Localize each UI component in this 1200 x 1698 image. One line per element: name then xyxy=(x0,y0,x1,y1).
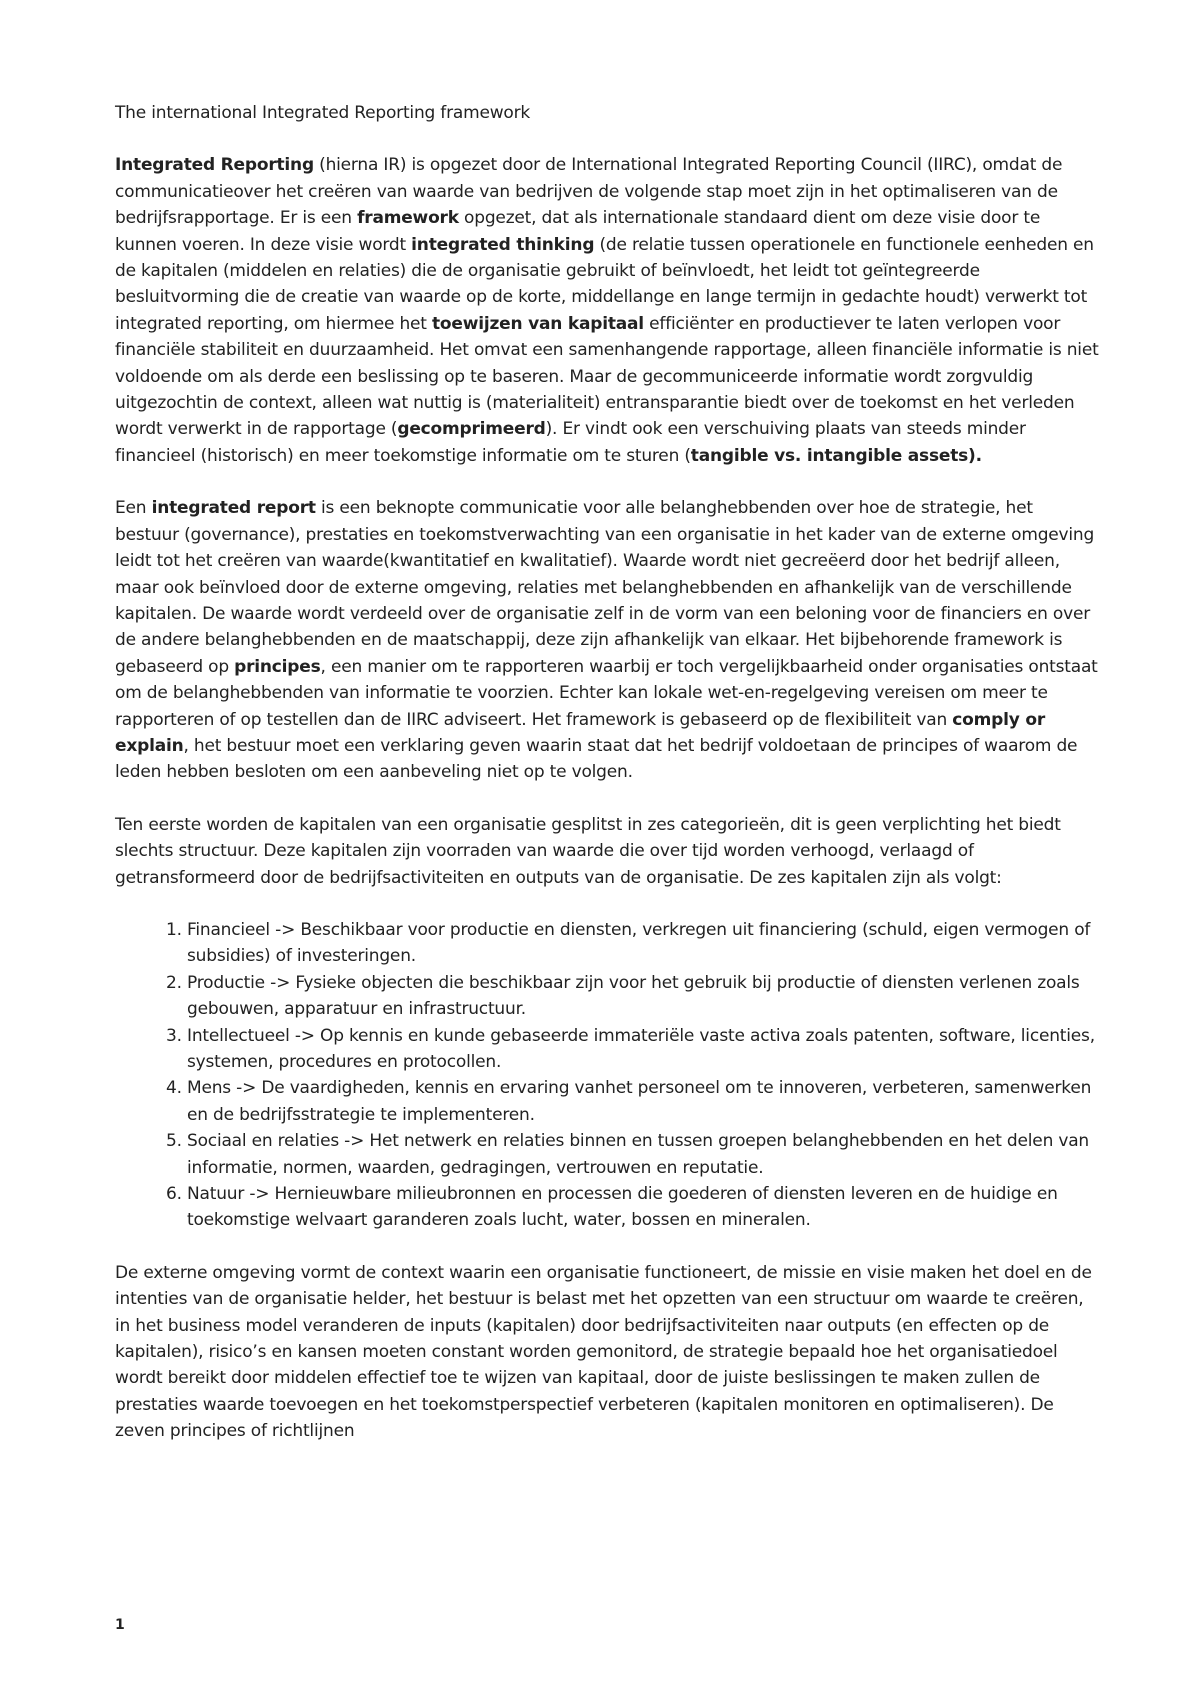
list-item: 6. Natuur -> Hernieuwbare milieubronnen en processen die goederen of diensten leveren en de huidige en toekomstige welvaart garanderen zoals lucht, water, bossen en mineralen. xyxy=(187,1181,1100,1234)
bold-term: toewijzen van kapitaal xyxy=(431,313,644,334)
list-item: 3. Intellectueel -> Op kennis en kunde gebaseerde immateriële vaste activa zoals patenten, software, licenties, systemen, procedures en protocollen. xyxy=(187,1023,1100,1076)
bold-term: principes xyxy=(234,656,321,677)
paragraph-external-environment: De externe omgeving vormt de context waarin een organisatie functioneert, de missie en visie maken het doel en de intenties van de organisatie helder, het bestuur is belast met het opzetten van een structuur om waarde te creëren, in het business model veranderen de inputs (kapitalen) door bedrijfsactiviteiten naar outputs (en effecten op de kapitalen), risico’s en kansen moeten constant worden gemonitord, de strategie bepaald hoe het organisatiedoel wordt bereikt door middelen effectief toe te wijzen van kapitaal, door de juiste beslissingen te maken zullen de prestaties waarde toevoegen en het toekomstperspectief verbeteren (kapitalen monitoren en optimaliseren). De zeven principes of richtlijnen xyxy=(115,1262,1092,1442)
paragraph-text: , een manier om te rapporteren waarbij er toch vergelijkbaarheid onder organisaties ontstaat om de belanghebbenden van informatie te voorzien. Echter kan lokale wet-en-regelgeving vereisen om meer te rapporteren of op testellen dan de IIRC adviseert. Het framework is gebaseerd op de flexibiliteit van xyxy=(115,656,1098,730)
paragraph-text: (de relatie tussen operationele en functionele eenheden en de kapitalen (middelen en relaties) die de organisatie gebruikt of beïnvloedt, het leidt tot geïntegreerde besluitvorming die de creatie van waarde op de korte, middellange en lange termijn in gedachte houdt) verwerkt tot integrated reporting, om hiermee het xyxy=(115,234,1094,334)
paragraph-capitals-intro: Ten eerste worden de kapitalen van een organisatie gesplitst in zes categorieën, dit is geen verplichting het biedt slechts structuur. Deze kapitalen zijn voorraden van waarde die over tijd worden verhoogd, verlaagd of getransformeerd door de bedrijfsactiviteiten en outputs van de organisatie. De zes kapitalen zijn als volgt: xyxy=(115,814,1061,888)
paragraph-text: (hierna IR) is opgezet door de International Integrated Reporting Council (IIRC), omdat de communicatieover het creëren van waarde van bedrijven de volgende stap moet zijn in het optimaliseren van de bedrijfsrapportage. Er is een xyxy=(115,155,1063,229)
bold-term: comply or explain xyxy=(115,709,1046,756)
paragraph-text: efficiënter en productiever te laten verlopen voor financiële stabiliteit en duurzaamheid. Het omvat een samenhangende rapportage, alleen financiële informatie is niet voldoende om als derde een beslissing op te baseren. Maar de gecommuniceerde informatie wordt zorgvuldig uitgezochtin de context, alleen wat nuttig is (materialiteit) entransparantie biedt over de toekomst en het verleden wordt verwerkt in de rapportage ( xyxy=(115,313,1099,440)
paragraph-integrated-report xyxy=(115,495,1100,785)
bold-term: Integrated Reporting xyxy=(115,155,314,176)
list-item: 4. Mens -> De vaardigheden, kennis en ervaring vanhet personeel om te innoveren, verbeteren, samenwerken en de bedrijfsstrategie te implementeren. xyxy=(187,1075,1100,1128)
bold-term: integrated thinking xyxy=(411,234,595,255)
document-title: The international Integrated Reporting framework xyxy=(115,103,531,123)
bold-term: gecomprimeerd xyxy=(397,419,546,440)
bold-term: tangible vs. intangible assets). xyxy=(690,445,982,466)
paragraph-text: Een xyxy=(115,498,152,519)
document-body xyxy=(115,100,1100,1471)
list-item: 5. Sociaal en relaties -> Het netwerk en relaties binnen en tussen groepen belanghebbenden en het delen van informatie, normen, waarden, gedragingen, vertrouwen en reputatie. xyxy=(187,1128,1100,1181)
paragraph-text: opgezet, dat als internationale standaard dient om deze visie door te kunnen voeren. In deze visie wordt xyxy=(115,208,1041,255)
paragraph-text: , het bestuur moet een verklaring geven waarin staat dat het bedrijf voldoetaan de principes of waarom de leden hebben besloten om een aanbeveling niet op te volgen. xyxy=(115,735,1078,783)
bold-term: integrated report xyxy=(151,498,316,519)
paragraph-text: ). Er vindt ook een verschuiving plaats van steeds minder financieel (historisch) en meer toekomstige informatie om te sturen ( xyxy=(115,419,1026,466)
page-number: 1 xyxy=(115,1617,125,1633)
capitals-list xyxy=(115,917,1100,1234)
paragraph-text: is een beknopte communicatie voor alle belanghebbenden over hoe de strategie, het bestuur (governance), prestaties en toekomstverwachting van een organisatie in het kader van de externe omgeving leidt tot het creëren van waarde(kwantitatief en kwalitatief). Waarde wordt niet gecreëerd door het bedrijf alleen, maar ook beïnvloed door de externe omgeving, relaties met belanghebbenden en afhankelijk van de verschillende kapitalen. De waarde wordt verdeeld over de organisatie zelf in de vorm van een beloning voor de financiers en over de andere belanghebbenden en de maatschappij, deze zijn afhankelijk van elkaar. Het bijbehorende framework is gebaseerd op xyxy=(115,498,1095,677)
bold-term: framework xyxy=(357,208,459,229)
list-item: 2. Productie -> Fysieke objecten die beschikbaar zijn voor het gebruik bij productie of diensten verlenen zoals gebouwen, apparatuur en infrastructuur. xyxy=(187,970,1100,1023)
paragraph-integrated-reporting xyxy=(115,152,1100,469)
list-item: 1. Financieel -> Beschikbaar voor productie en diensten, verkregen uit financiering (schuld, eigen vermogen of subsidies) of investeringen. xyxy=(187,917,1100,970)
